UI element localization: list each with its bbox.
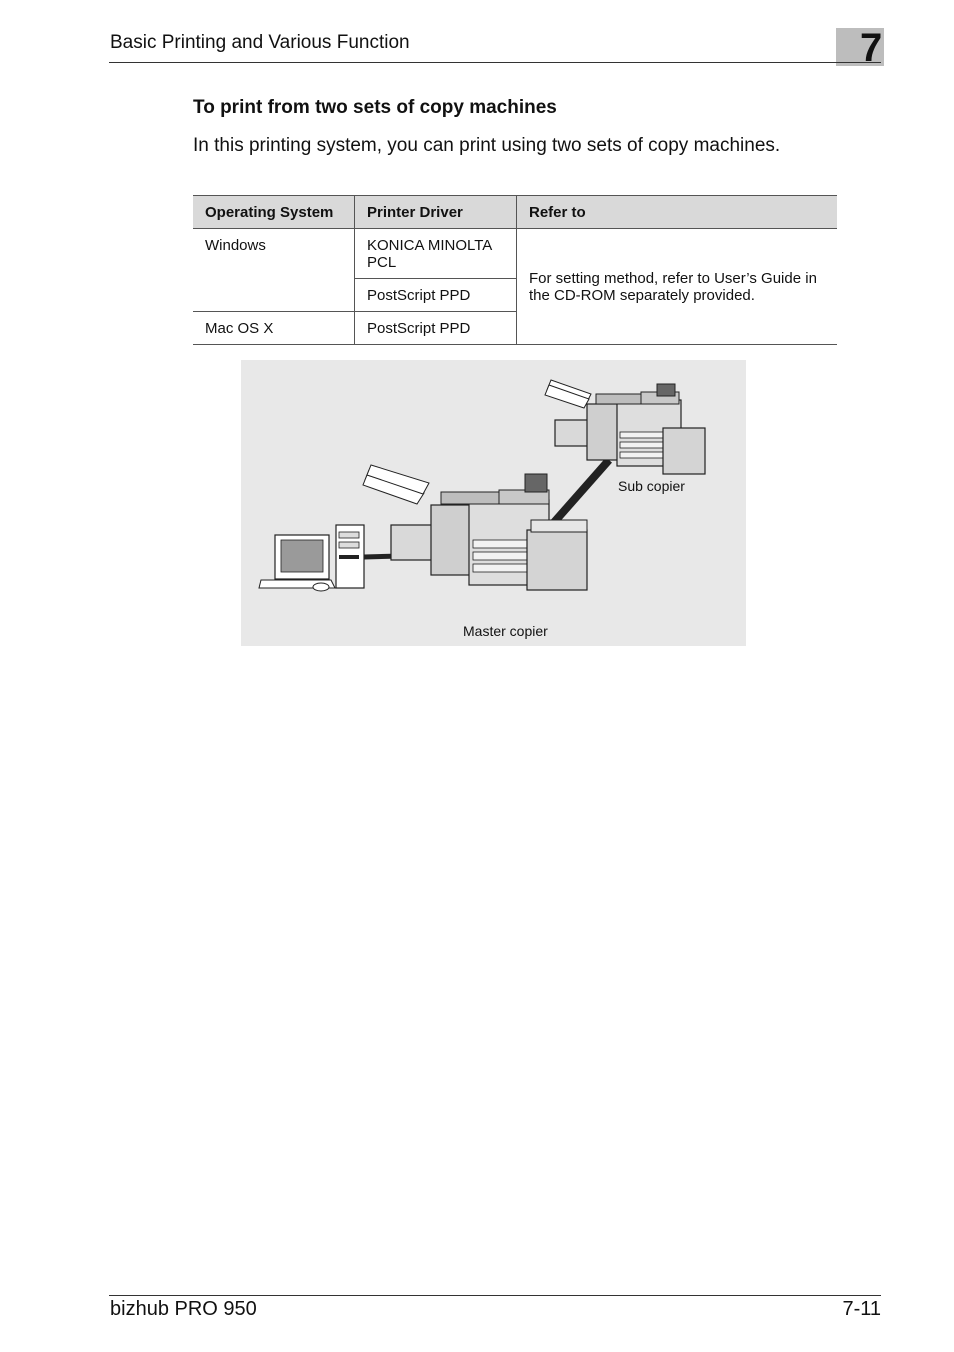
refer-to-cell: For setting method, refer to User’s Guide in the CD-ROM separately provided.: [517, 229, 838, 345]
table-header-row: [193, 196, 837, 229]
paper-stack-icon: [363, 465, 429, 504]
header-title: Basic Printing and Various Function: [110, 32, 410, 53]
header-operating-system: Operating System: [193, 196, 355, 229]
header-printer-driver: Printer Driver: [355, 196, 517, 229]
diagram-illustration: [241, 360, 746, 646]
chapter-number: 7: [860, 26, 883, 70]
table-row: [193, 229, 837, 279]
computer-icon: [259, 525, 364, 591]
paper-stack-icon: [545, 380, 591, 408]
system-diagram: [241, 360, 746, 646]
header-refer-to: Refer to: [517, 196, 838, 229]
driver-cell: PostScript PPD: [355, 279, 517, 312]
sub-copier-label: Sub copier: [618, 478, 685, 494]
driver-cell: PostScript PPD: [355, 312, 517, 345]
driver-table: [193, 195, 837, 345]
master-copier-label: Master copier: [463, 623, 548, 639]
footer-divider: [109, 1295, 881, 1296]
header-divider: [109, 62, 881, 63]
footer-page-number: 7-11: [842, 1298, 881, 1320]
section-title: To print from two sets of copy machines: [193, 97, 557, 118]
driver-cell: KONICA MINOLTA PCL: [355, 229, 517, 279]
os-cell: Mac OS X: [193, 312, 355, 345]
footer-product-name: bizhub PRO 950: [110, 1298, 257, 1320]
intro-paragraph: In this printing system, you can print using two sets of copy machines.: [193, 135, 781, 156]
os-cell: Windows: [193, 229, 355, 312]
